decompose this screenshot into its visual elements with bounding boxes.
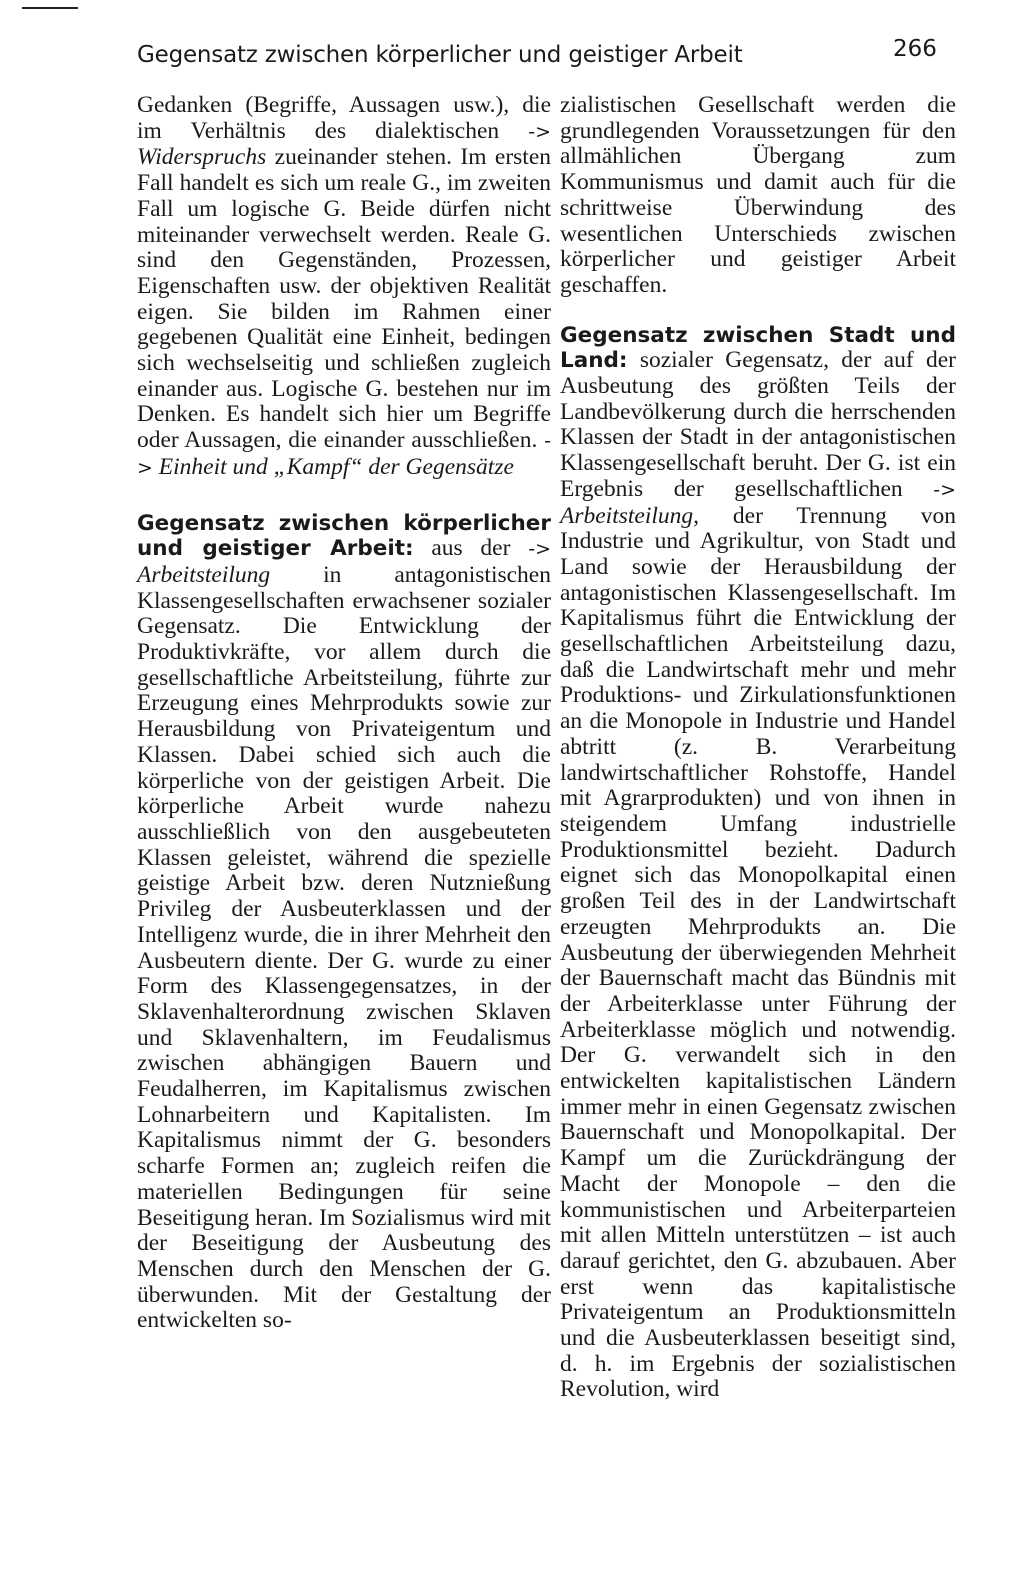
entry-stadt-land [560,323,956,1404]
text-run: der Trennung von Industrie und Agrikultur, von Stadt und Land sowie der Herausbildung der antagonistischen Klassengesellschaft. Im Kapitalismus führt die Entwicklung der gesellschaftlichen Arbeitsteilung dazu, daß die Landwirtschaft mehr und mehr Produktions- und Zirkulationsfunktionen an die Monopole in Industrie und Handel abtritt (z. B. Verarbeitung landwirtschaftlicher Rohstoffe, Handel mit Agrarprodukten) und von ihnen in steigendem Umfang industrielle Produktionsmittel bezieht. Dadurch eignet sich das Monopolkapital einen großen Teil des in der Landwirtschaft erzeugten Mehrprodukts an. Die Ausbeutung der überwiegenden Mehrheit der Bauernschaft macht das Bündnis mit der Arbeiterklasse unter Führung der Arbeiterklasse möglich und notwendig. Der G. verwandelt sich in den entwickelten kapitalistischen Ländern immer mehr in einen Gegensatz zwischen Bauernschaft und Monopolkapital. Der Kampf um die Zurückdrängung der Macht der Monopole – den die kommunistischen und Arbeiterparteien mit allen Mitteln unterstützen – ist auch darauf gerichtet, den G. abzubauen. Aber erst wenn das kapitalistische Privateigentum an Produktionsmitteln und die Ausbeuterklassen beseitigt sind, d. h. im Ergebnis der sozialistischen Revolution, wird [560,502,956,1403]
cross-reference-arbeitsteilung[interactable]: Arbeitsteilung, [560,502,700,529]
text-run: sozialer Gegensatz, der auf der Ausbeutung des größten Teils der Landbevölkerung durch die herrschenden Klassen der Stadt in der antagonistischen Klassengesellschaft beruht. Der G. ist ein Ergebnis der gesellschaftlichen [560,347,956,502]
text-run: aus der [413,535,529,562]
page-number: 266 [893,36,937,62]
left-column [137,93,551,1334]
text-run: Gedanken (Begriffe, Aussagen usw.), die im Verhältnis des dialektischen [137,92,551,144]
entry-koerperliche-geistige-arbeit [137,511,551,1335]
entry-headword: Gegensatz zwischen körperlicher und geistiger Arbeit: [137,510,551,562]
cross-reference-widerspruch[interactable]: Widerspruchs [137,144,267,171]
cross-reference-arrow: -> [137,430,551,479]
entry-headword: Gegensatz zwischen Stadt und Land: [560,322,956,374]
text-run: zialistischen Gesellschaft werden die grundlegenden Voraussetzungen für den allmählichen Übergang zum Kommunismus und damit auch für die schrittweise Überwindung des wesentlichen Unterschieds zwischen körperlicher und geistiger Arbeit geschaffen. [560,92,956,298]
right-column [560,93,956,1403]
continued-entry-text [137,93,551,482]
cross-reference-arrow: -> [528,538,551,561]
text-run: in antagonistischen Klassengesellschaften erwachsener sozialer Gegensatz. Die Entwicklung der Produktivkräfte, vor allem durch die gesellschaftliche Arbeitsteilung, führte zur Erzeugung eines Mehrprodukts sowie zur Herausbildung von Privateigentum und Klassen. Dabei schied sich auch die körperliche von der geistigen Arbeit. Die körperliche Arbeit wurde nahezu ausschließlich von den ausgebeuteten Klassen geleistet, während die spezielle geistige Arbeit bzw. deren Nutznießung Privileg der Ausbeuterklassen und der Intelligenz wurde, die in ihrer Mehrheit den Ausbeutern diente. Der G. wurde zu einer Form des Klassengegensatzes, in der Sklavenhalterordnung zwischen Sklaven und Sklavenhaltern, im Feudalismus zwischen abhängigen Bauern und Feudalherren, im Kapitalismus zwischen Lohnarbeitern und Kapitalisten. Im Kapitalismus nimmt der G. besonders scharfe Formen an; zugleich reifen die materiellen Bedingungen für seine Beseitigung heran. Im Sozialismus wird mit der Beseitigung der Ausbeutung des Menschen durch den Menschen der G. überwunden. Mit der Gestaltung der entwickelten so- [137,561,551,1334]
running-head: Gegensatz zwischen körperlicher und geistiger Arbeit [137,42,743,68]
cross-reference-arrow: -> [528,120,551,143]
cross-reference-arbeitsteilung[interactable]: Arbeitsteilung [137,561,271,588]
top-rule [22,7,78,9]
cross-reference-arrow: -> [933,478,956,501]
cross-reference-einheit-kampf[interactable]: Einheit und „Kampf“ der Gegensätze [158,453,514,480]
text-run: zueinander stehen. Im ersten Fall handelt es sich um reale G., im zweiten Fall um logische G. Beide dürfen nicht miteinander verwechselt werden. Reale G. sind den Gegenständen, Prozessen, Eigenschaften usw. der objektiven Realität eigen. Sie bilden im Rahmen einer gegebenen Qualität eine Einheit, bedingen sich wechselseitig und schließen zugleich einander aus. Logische G. bestehen nur im Denken. Es handelt sich hier um Begriffe oder Aussagen, die einander ausschließen. [137,144,551,454]
continued-entry-text [560,93,956,299]
